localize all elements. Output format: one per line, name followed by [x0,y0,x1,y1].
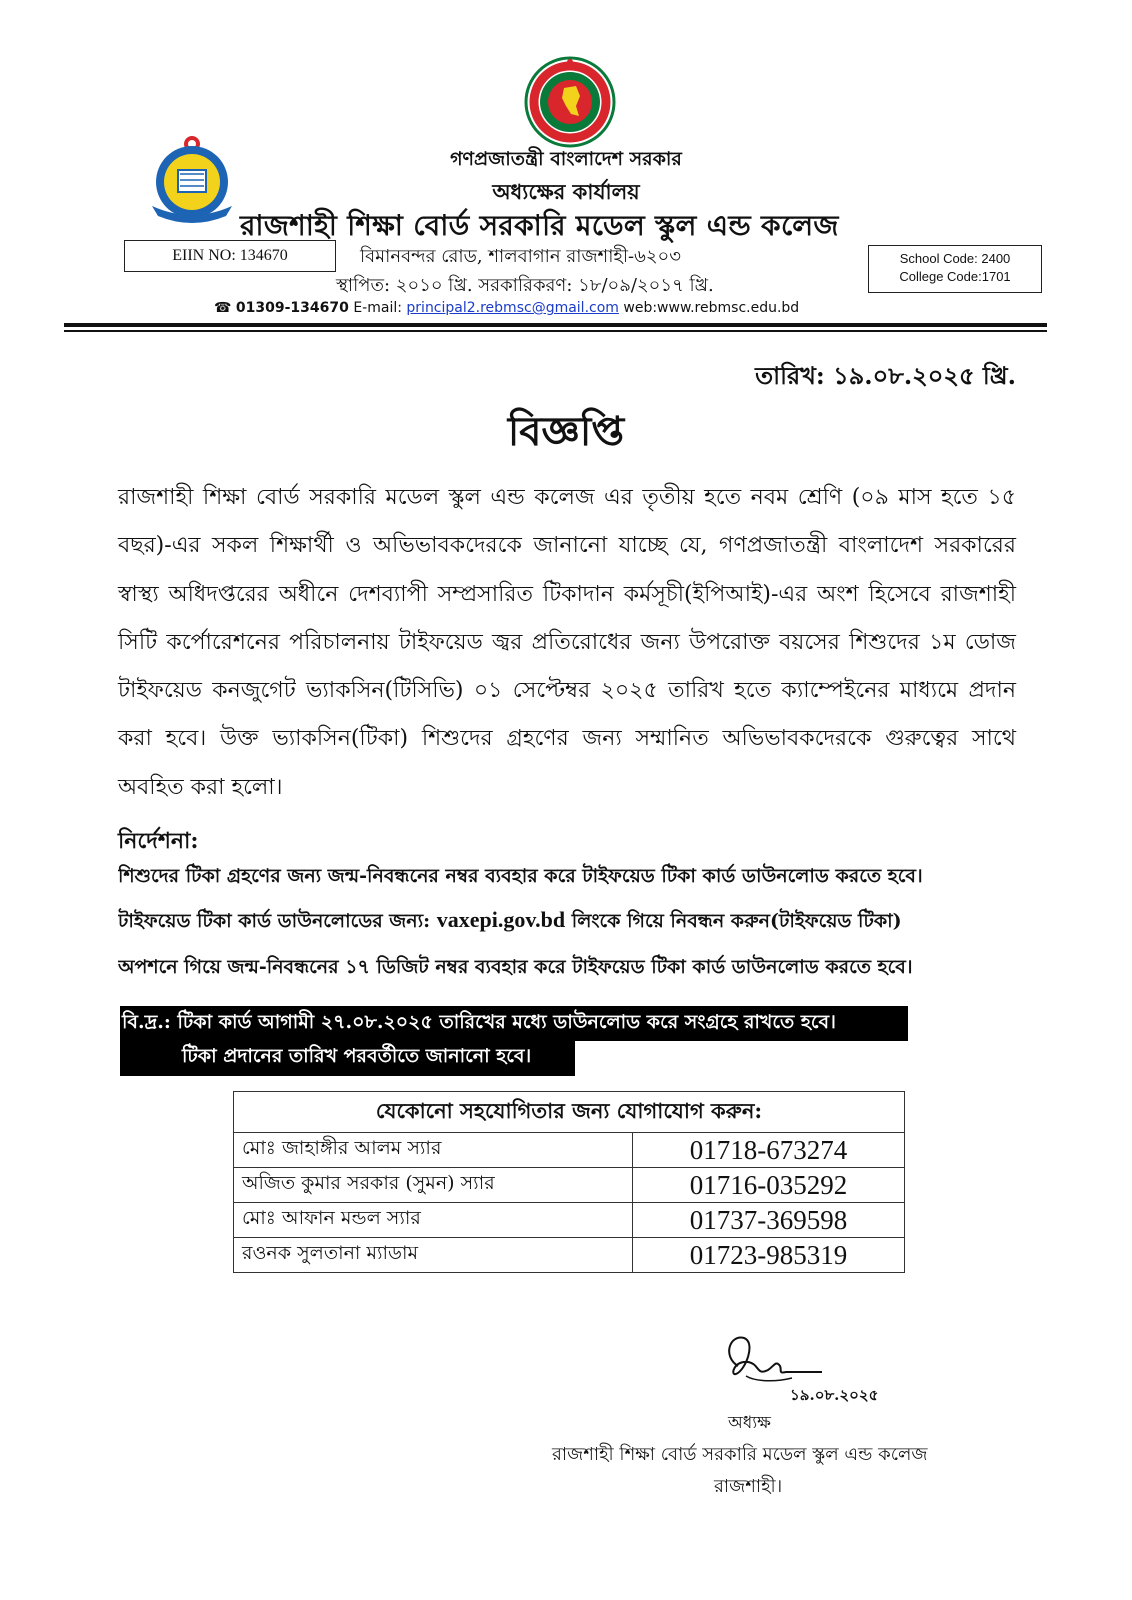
vaxepi-link[interactable]: vaxepi.gov.bd [436,907,566,932]
contact-name: রওনক সুলতানা ম্যাডাম [234,1238,633,1273]
nb-line-1: বি.দ্র.: টিকা কার্ড আগামী ২৭.০৮.২০২৫ তারিখের মধ্যে ডাউনলোড করে সংগ্রহে রাখতে হবে। [122,1011,836,1033]
nb-line-2: টিকা প্রদানের তারিখ পরবর্তীতে জানানো হবে। [182,1045,532,1067]
email-link[interactable]: principal2.rebmsc@gmail.com [406,300,619,316]
instruction-line-2-suffix: লিংকে গিয়ে নিবন্ধন করুন(টাইফয়েড টিকা) [571,910,902,932]
contact-phone: 01723-985319 [633,1238,905,1273]
office-name: অধ্যক্ষের কার্যালয় [492,179,640,204]
contact-table [233,1091,905,1273]
signature-date: ১৯.০৮.২০২৫ [790,1386,879,1404]
instruction-line-2-prefix: টাইফয়েড টিকা কার্ড ডাউনলোডের জন্য: [118,910,431,932]
eiin-box: EIIN NO: 134670 [124,240,336,272]
email-label: E-mail: [353,300,402,316]
contact-name: মোঃ আফান মন্ডল স্যার [234,1203,633,1238]
established-line: স্থাপিত: ২০১০ খ্রি. সরকারিকরণ: ১৮/০৯/২০১৭ খ্রি. [336,275,714,296]
contact-name: অজিত কুমার সরকার (সুমন) স্যার [234,1168,633,1203]
government-name: গণপ্রজাতন্ত্রী বাংলাদেশ সরকার [450,148,682,170]
table-row [234,1238,905,1273]
instruction-line-1: শিশুদের টিকা গ্রহণের জন্য জন্ম-নিবন্ধনের নম্বর ব্যবহার করে টাইফয়েড টিকা কার্ড ডাউনলোড করতে হবে। [118,865,923,887]
instruction-line-3: অপশনে গিয়ে জন্ম-নিবন্ধনের ১৭ ডিজিট নম্বর ব্যবহার করে টাইফয়েড টিকা কার্ড ডাউনলোড করতে হবে। [118,956,913,978]
contact-phone: 01718-673274 [633,1133,905,1168]
table-row [234,1203,905,1238]
contact-table-title: যেকোনো সহযোগিতার জন্য যোগাযোগ করুন: [234,1092,905,1133]
contact-phone: 01716-035292 [633,1168,905,1203]
table-row [234,1168,905,1203]
contact-name: মোঃ জাহাঙ্গীর আলম স্যার [234,1133,633,1168]
college-code: College Code:1701 [899,269,1011,284]
signature-image [716,1326,826,1388]
header-phone: 01309-134670 [235,300,349,316]
instructions-title: নির্দেশনা: [118,828,199,854]
signatory-org: রাজশাহী শিক্ষা বোর্ড সরকারি মডেল স্কুল এন্ড কলেজ [552,1444,928,1465]
header-rule-thick [64,323,1047,327]
notice-date: তারিখ: ১৯.০৮.২০২৫ খ্রি. [755,361,1016,390]
notice-body: রাজশাহী শিক্ষা বোর্ড সরকারি মডেল স্কুল এন্ড কলেজ এর তৃতীয় হতে নবম শ্রেণি (০৯ মাস হতে ১৫ বছর)-এর সকল শিক্ষার্থী ও অভিভাবকদেরকে জানানো যাচ্ছে যে, গণপ্রজাতন্ত্রী বাংলাদেশ সরকারের স্বাস্থ্য অধিদপ্তরের অধীনে দেশব্যাপী সম্প্রসারিত টিকাদান কর্মসূচী(ইপিআই)-এর অংশ হিসেবে রাজশাহী সিটি কর্পোরেশনের পরিচালনায় টাইফয়েড জ্বর প্রতিরোধের জন্য উপরোক্ত বয়সের শিশুদের ১ম ডোজ টাইফয়েড কনজুগেট ভ্যাকসিন(টিসিভি) ০১ সেপ্টেম্বর ২০২৫ তারিখ হতে ক্যাম্পেইনের মাধ্যমে প্রদান করা হবে। উক্ত ভ্যাকসিন(টিকা) শিশুদের গ্রহণের জন্য সম্মানিত অভিভাবকদেরকে গুরুত্বের সাথে অবহিত করা হলো। [118,485,1016,800]
contact-line [214,300,799,316]
contact-phone: 01737-369598 [633,1203,905,1238]
institution-name: রাজশাহী শিক্ষা বোর্ড সরকারি মডেল স্কুল এন্ড কলেজ [240,209,839,242]
header-rule-thin [64,330,1047,332]
table-row [234,1133,905,1168]
instruction-line-2 [118,907,1018,939]
nb-highlight-gap [575,1041,915,1077]
phone-icon: ☎ [214,300,232,316]
school-code: School Code: 2400 [899,251,1011,266]
signatory-city: রাজশাহী। [714,1476,783,1497]
codes-box [868,245,1042,293]
notice-title: বিজ্ঞপ্তি [507,408,625,455]
address-line: বিমানবন্দর রোড, শালবাগান রাজশাহী-৬২০৩ [360,246,681,267]
signatory-title: অধ্যক্ষ [728,1413,771,1433]
website[interactable]: web:www.rebmsc.edu.bd [623,300,800,316]
government-seal-icon [524,56,616,148]
